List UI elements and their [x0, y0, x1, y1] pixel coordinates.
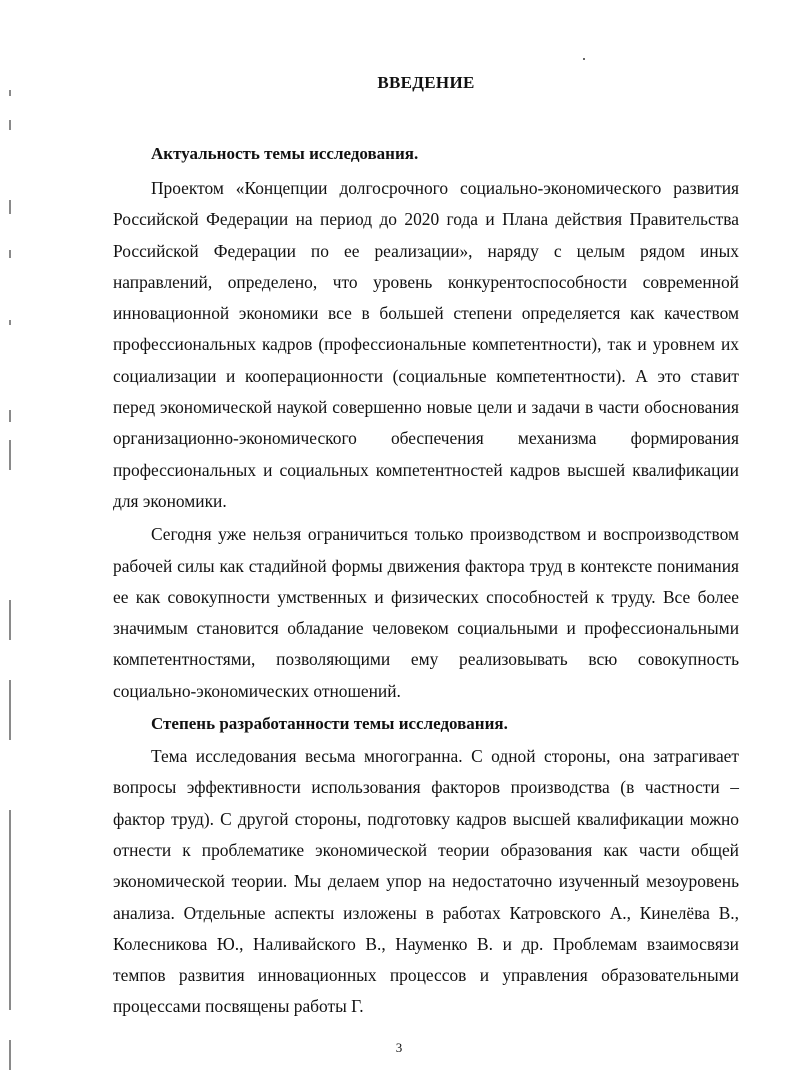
scan-mark [9, 680, 11, 740]
paragraph: Сегодня уже нельзя ограничиться только производством и воспроизводством рабочей силы как стадийной формы движения фактора труд в контексте понимания ее как совокупности умственных и физических способностей к труду. Все более значимым становится обладание человеком социальными и профессиональными компетентностями, позволяющими ему реализовывать всю совокупность социально-экономических отношений. [113, 524, 739, 701]
scan-mark [9, 810, 11, 1010]
scan-mark [9, 600, 11, 640]
scan-mark [9, 320, 11, 325]
paragraph: Проектом «Концепции долгосрочного социально-экономического развития Российской Федерации на период до 2020 года и Плана действия Правительства Российской Федерации по ее реализации», наряду с целым рядом иных направлений, определено, что уровень конкурентоспособности современной инновационной экономики все в большей степени определяется как качеством профессиональных кадров (профессиональные компетентности), так и уровнем их социализации и кооперационности (социальные компетентности). А это ставит перед экономической наукой совершенно новые цели и задачи в части обоснования организационно-экономического обеспечения механизма формирования профессиональных и социальных компетентностей кадров высшей квалификации для экономики. [113, 178, 739, 511]
section-heading-development-degree: Степень разработанности темы исследования. [151, 714, 508, 734]
page-number: 3 [395, 1040, 403, 1055]
section-heading-relevance: Актуальность темы исследования. [151, 144, 419, 163]
scan-mark [9, 410, 11, 422]
document-title: ВВЕДЕНИЕ [377, 73, 475, 92]
scan-mark [9, 120, 11, 130]
scan-mark [9, 250, 11, 258]
scan-mark [9, 440, 11, 470]
scan-mark [9, 90, 11, 96]
scan-mark [9, 200, 11, 214]
document-body [113, 72, 739, 1025]
scan-speck [583, 58, 585, 60]
paragraph: Тема исследования весьма многогранна. С одной стороны, она затрагивает вопросы эффективности использования факторов производства (в частности – фактор труд). С другой стороны, подготовку кадров высшей квалификации можно отнести к проблематике экономической теории образования как части общей экономической теории. Мы делаем упор на недостаточно изученный мезоуровень анализа. Отдельные аспекты изложены в работах Катровского А., Кинелёва В., Колесникова Ю., Наливайского В., Науменко В. и др. Проблемам взаимосвязи темпов развития инновационных процессов и управления образовательными процессами посвящены работы Г. [113, 746, 739, 1017]
scan-margin-marks [6, 80, 20, 1080]
